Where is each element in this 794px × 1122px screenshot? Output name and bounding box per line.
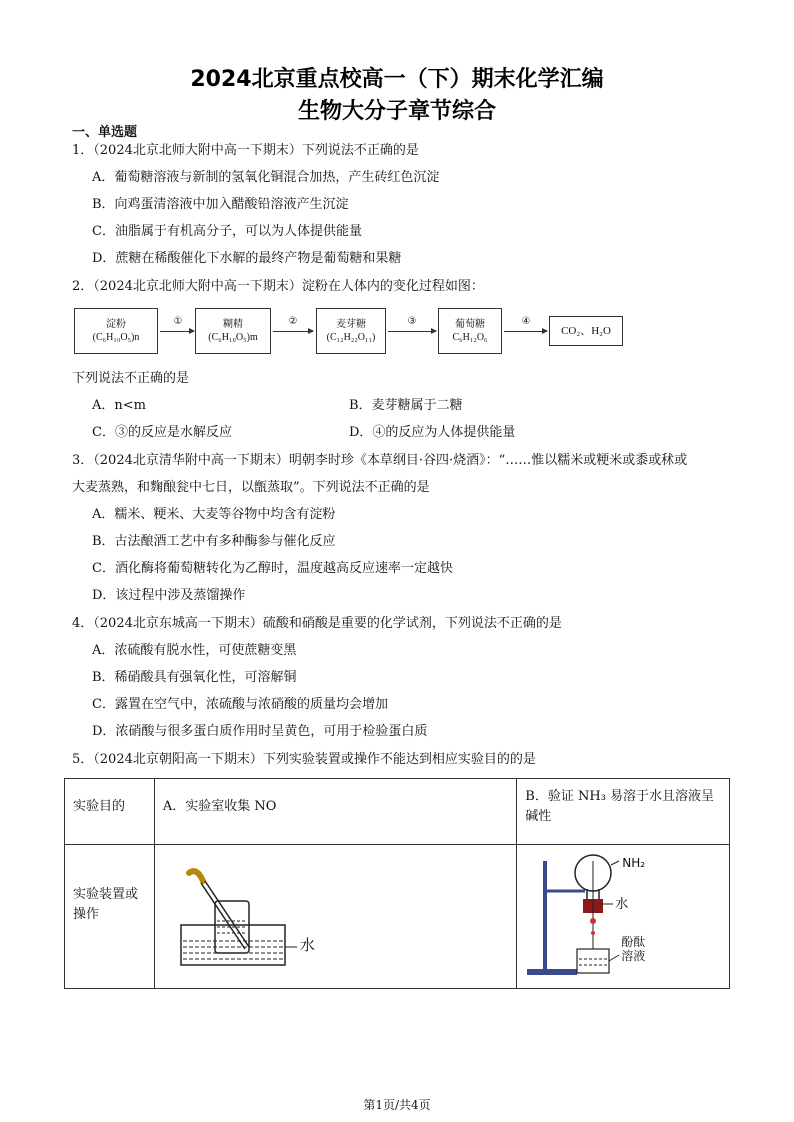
q2-option-d: D．④的反应为人体提供能量 [349,425,516,440]
flow-name: 糊精 [223,319,243,330]
flow-arrow [388,331,436,332]
q3-option-b: B．古法酿酒工艺中有多种酶参与催化反应 [92,534,336,549]
option-b-purpose [517,779,730,845]
q3-option-c: C．酒化酶将葡萄糖转化为乙醇时，温度越高反应速率一定越快 [92,561,453,576]
q1-option-c: C．油脂属于有机高分子，可以为人体提供能量 [92,224,362,239]
q4-stem: 4．（2024北京东城高一下期末）硫酸和硝酸是重要的化学试剂，下列说法不正确的是 [72,616,562,631]
phenolphthalein-line1: 酚酞 [621,935,646,949]
apparatus-b-cell [517,845,730,989]
flow-formula: CO₂、H₂O [561,324,611,337]
fountain-apparatus [527,851,677,981]
row-label-line1: 实验装置或 [73,887,139,902]
q2-stem: 2．（2024北京北师大附中高一下期末）淀粉在人体内的变化过程如图： [72,279,484,294]
row-label-apparatus [65,845,155,989]
q1-option-b: B．向鸡蛋清溶液中加入醋酸铅溶液产生沉淀 [92,197,349,212]
flow-name: 淀粉 [106,319,126,330]
q4-option-c: C．露置在空气中，浓硫酸与浓硝酸的质量均会增加 [92,697,388,712]
q2-option-a: A．n<m [92,398,146,413]
flow-name: 葡萄糖 [455,319,485,330]
water-label-b: 水 [615,897,629,912]
option-a-purpose: A．实验室收集 NO [154,779,516,845]
flow-arrow [504,331,547,332]
phenolphthalein-label [621,935,645,963]
flow-box-starch [74,308,158,354]
nh3-label: NH₂ [622,856,646,870]
water-label: 水 [299,936,315,954]
q4-option-b: B．稀硝酸具有强氧化性，可溶解铜 [92,670,297,685]
q4-option-d: D．浓硝酸与很多蛋白质作用时呈黄色，可用于检验蛋白质 [92,724,428,739]
table-row [65,779,730,845]
q3-option-d: D．该过程中涉及蒸馏操作 [92,588,246,603]
flow-box-glucose [438,308,502,354]
table-row [65,845,730,989]
page-footer: 第1页/共4页 [363,1098,431,1112]
row-label-line2: 操作 [73,907,100,922]
option-b-text-line1: B．验证 NH₃ 易溶于水且溶液呈 [525,789,715,804]
flow-formula: C₆H₁₂O₆ [452,332,488,343]
row-label-purpose: 实验目的 [65,779,155,845]
q2-lead: 下列说法不正确的是 [72,371,190,386]
document-title: 2024北京重点校高一（下）期末化学汇编 [190,67,604,92]
q2-option-c: C．③的反应是水解反应 [92,425,232,440]
q4-option-a: A．浓硫酸有脱水性，可使蔗糖变黑 [92,643,297,658]
q1-stem: 1．（2024北京北师大附中高一下期末）下列说法不正确的是 [72,143,419,158]
flow-arrow [160,331,194,332]
q1-option-d: D．蔗糖在稀酸催化下水解的最终产物是葡萄糖和果糖 [92,251,402,266]
q3-stem-line2: 大麦蒸熟，和麴酿瓮中七日，以甑蒸取”。下列说法不正确的是 [72,480,430,495]
q2-option-b: B．麦芽糖属于二糖 [349,398,463,413]
experiment-table [64,778,730,989]
phenolphthalein-line2: 溶液 [621,949,646,963]
step-label: ③ [407,316,417,327]
flow-arrow [273,331,313,332]
flow-box-dextrin [195,308,271,354]
section-heading: 一、单选题 [72,125,138,140]
apparatus-a-cell [154,845,516,989]
q3-option-a: A．糯米、粳米、大麦等谷物中均含有淀粉 [92,507,336,522]
step-label: ② [288,316,298,327]
option-b-text-line2: 碱性 [525,809,552,824]
flow-formula: (C₆H₁₀O₅)n [92,332,140,343]
q5-stem: 5．（2024北京朝阳高一下期末）下列实验装置或操作不能达到相应实验目的的是 [72,752,536,767]
q1-option-a: A．葡萄糖溶液与新制的氢氧化铜混合加热，产生砖红色沉淀 [92,170,440,185]
flow-box-products [549,316,623,346]
gas-collection-apparatus [175,855,375,985]
document-subtitle: 生物大分子章节综合 [297,99,496,124]
q3-stem-line1: 3．（2024北京清华附中高一下期末）明朝李时珍《本草纲目·谷四·烧酒》：“……惟以糯米或粳米或黍或秫或 [72,453,688,468]
step-label: ① [173,316,183,327]
flow-box-maltose [316,308,386,354]
flow-name: 麦芽糖 [336,319,366,330]
flow-formula: (C₁₂H₂₂O₁₁) [326,332,376,343]
flow-formula: (C₆H₁₀O₅)m [208,332,258,343]
step-label: ④ [521,316,531,327]
